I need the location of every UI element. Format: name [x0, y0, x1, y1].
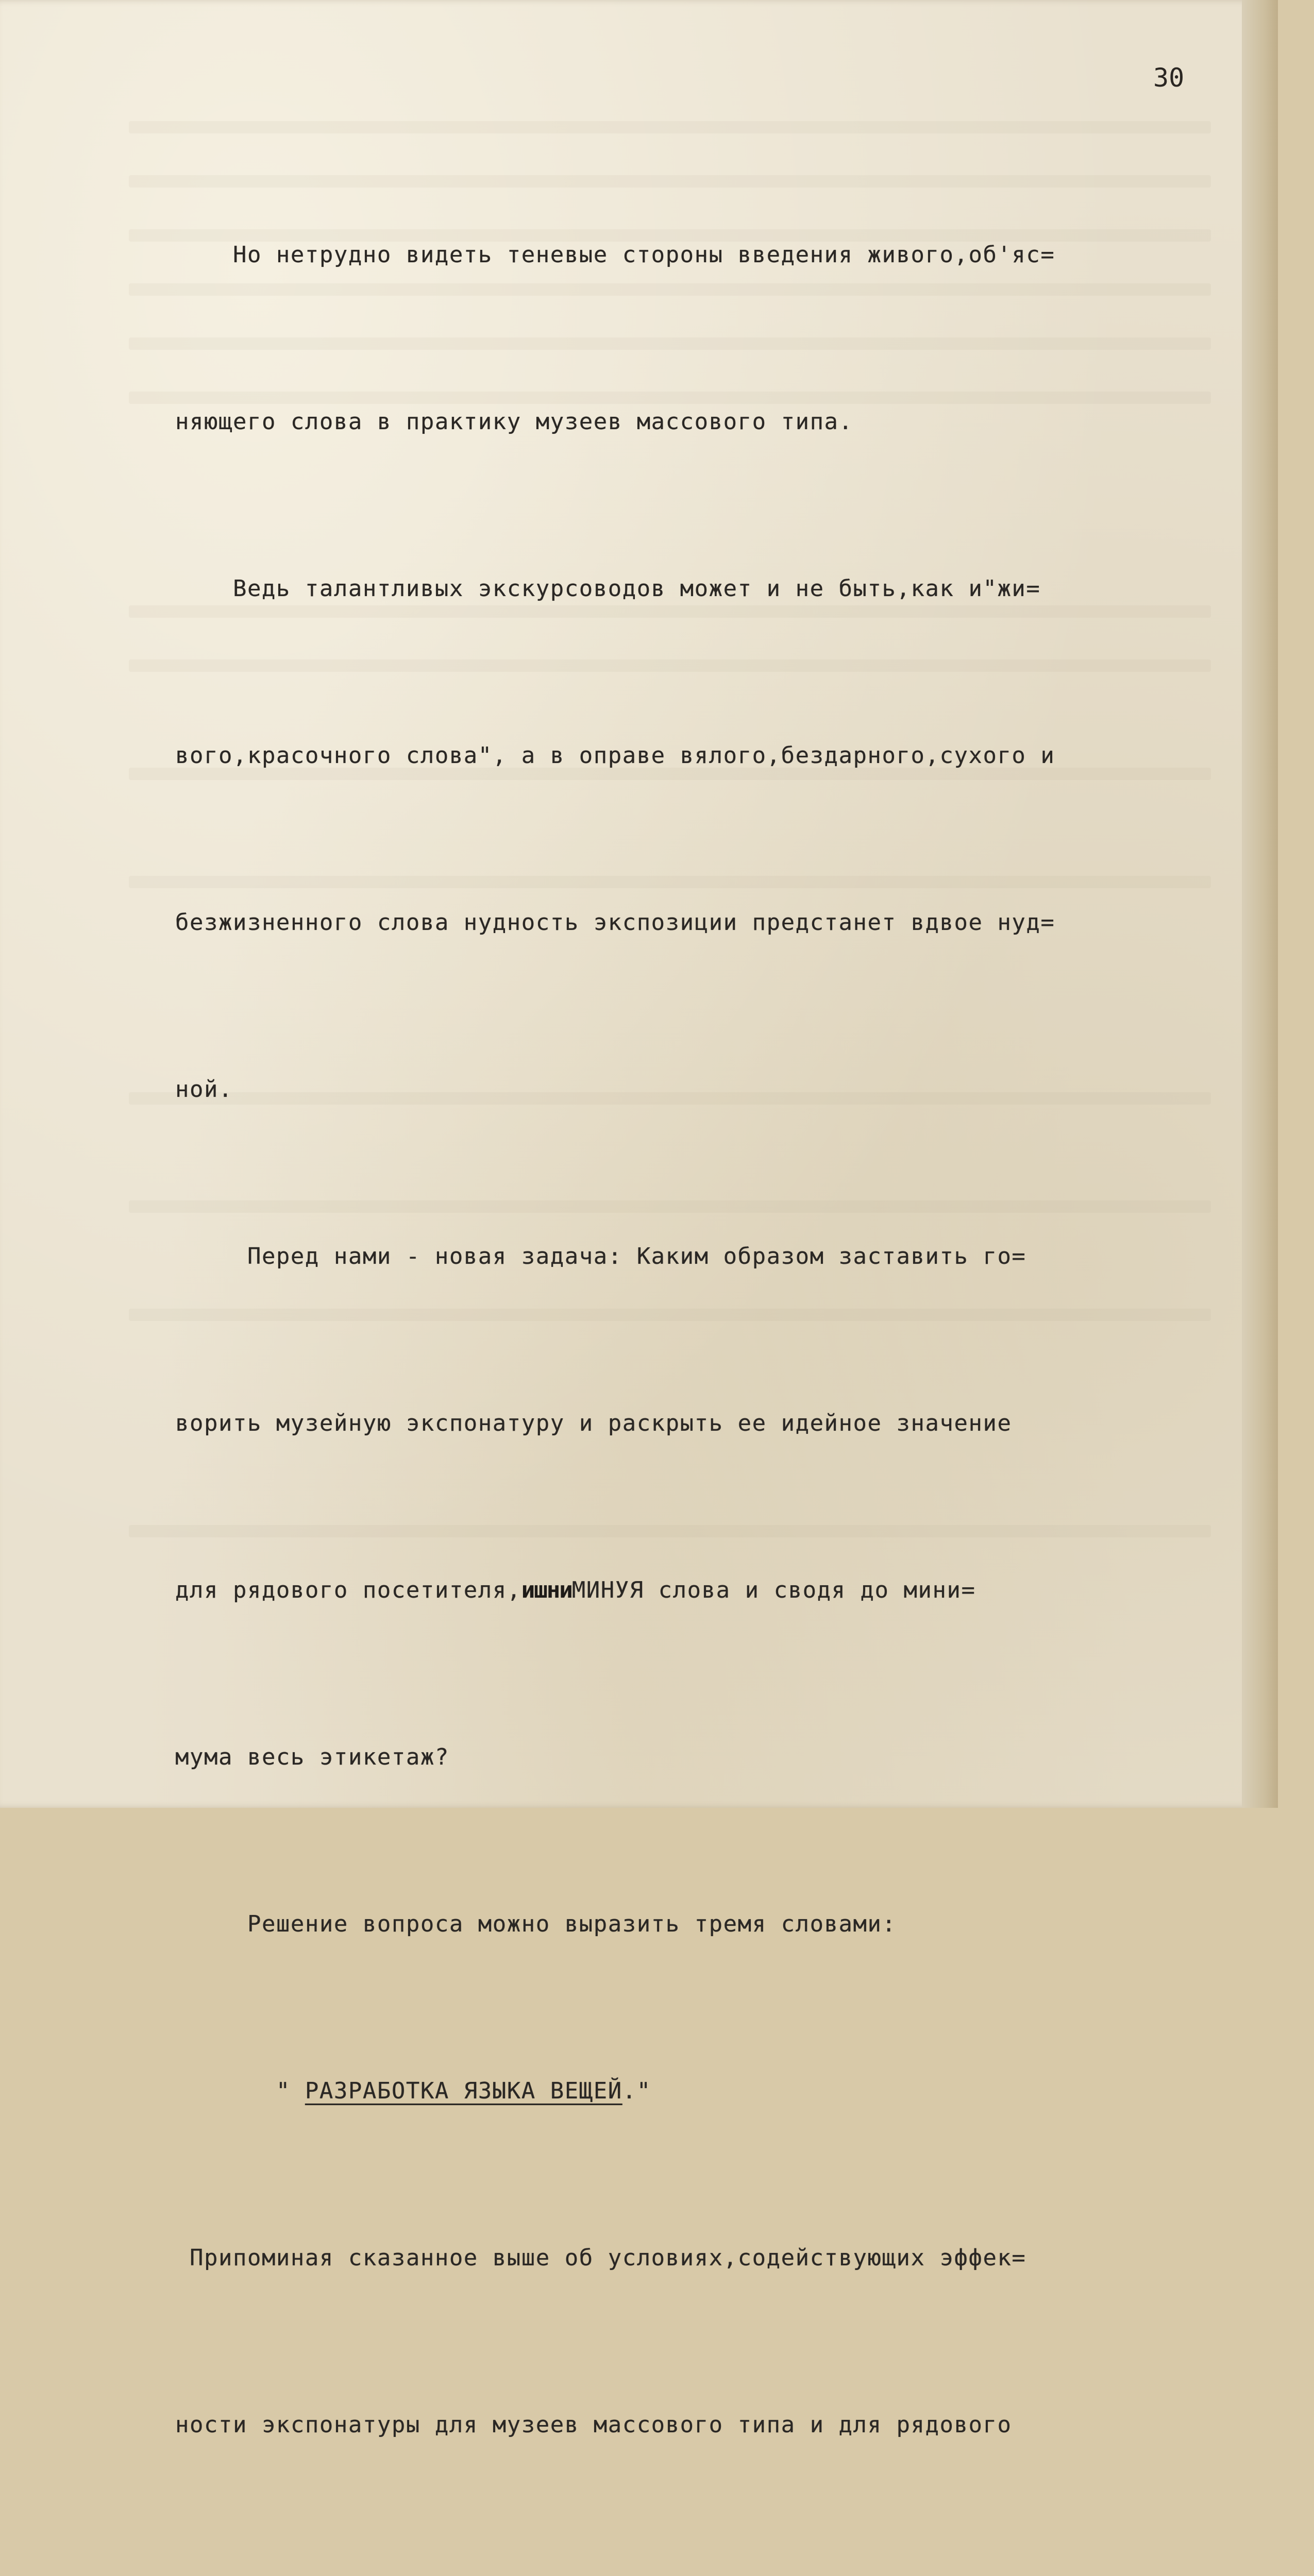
page-number: 30	[1153, 63, 1185, 93]
section-heading: РАЗРАБОТКА ЯЗЫКА ВЕЩЕЙ	[305, 2078, 622, 2104]
text-line: безжизненного слова нудность экспозиции предстанет вдвое нуд=	[175, 909, 1055, 936]
text-line: ной.	[175, 1076, 233, 1103]
text-line: мума весь этикетаж?	[175, 1744, 449, 1770]
quote-close: ."	[622, 2078, 651, 2104]
text-line: ности экспонатуры для музеев массового типа и для рядового	[175, 2412, 1012, 2438]
struck-out-word: ишни	[521, 1577, 572, 1603]
text-segment: МИНУЯ слова и сводя до мини=	[571, 1577, 976, 1603]
section-heading-line	[175, 2063, 1268, 2119]
text-line: Ведь талантливых экскурсоводов может и не быть,как и"жи=	[175, 575, 1041, 602]
text-line: вого,красочного слова", а в оправе вялого,бездарного,сухого и	[175, 742, 1055, 769]
text-line-with-strikeout	[175, 1563, 1268, 1618]
text-segment: для рядового посетителя,	[175, 1577, 521, 1603]
text-line: Решение вопроса можно выразить тремя словами:	[175, 1911, 897, 1937]
text-line: ворить музейную экспонатуру и раскрыть ее идейное значение	[175, 1410, 1012, 1436]
quote-open: "	[175, 2078, 305, 2104]
text-line: Перед нами - новая задача: Каким образом заставить го=	[175, 1243, 1026, 1269]
typewritten-text	[175, 116, 1268, 2576]
text-line	[175, 2564, 1268, 2576]
text-line: Но нетрудно видеть теневые стороны введения живого,об'яс=	[175, 242, 1055, 268]
text-line: няющего слова в практику музеев массового типа.	[175, 409, 853, 435]
text-line: Припоминая сказанное выше об условиях,содействующих эффек=	[175, 2245, 1026, 2271]
